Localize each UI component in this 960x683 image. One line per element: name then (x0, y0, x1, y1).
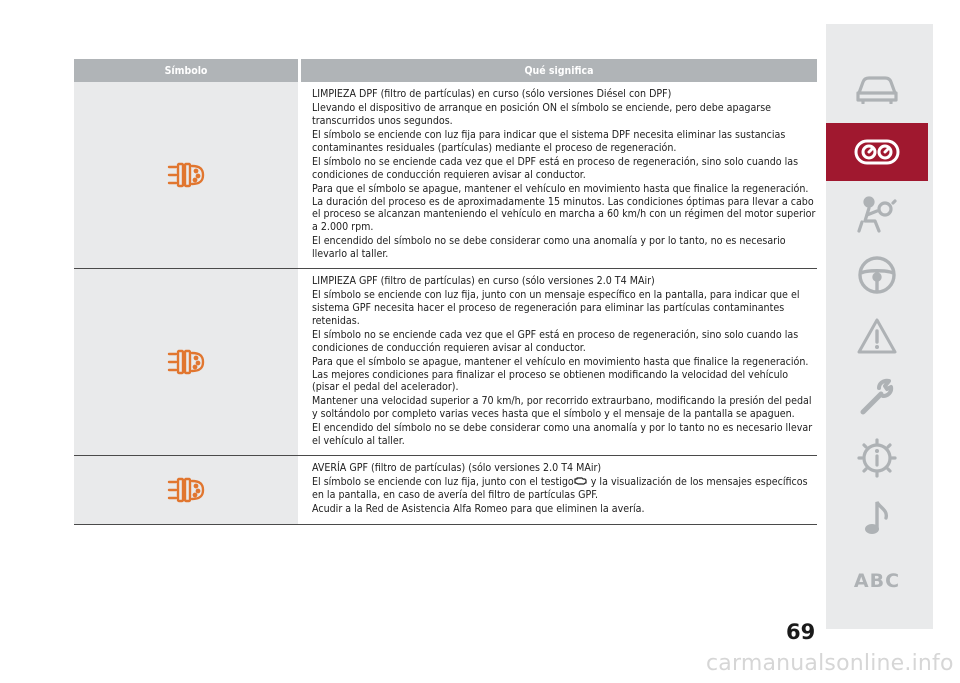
row-title: LIMPIEZA DPF (filtro de partículas) en curso (sólo versiones Diésel con DPF) (312, 88, 672, 100)
watermark: carmanualsonline.info (706, 651, 954, 676)
engine-check-icon (574, 476, 588, 486)
nav-item-multimedia[interactable] (826, 489, 928, 547)
paragraph: Para que el símbolo se apague, mantener el vehículo en movimiento hasta que finalice la regeneración. La duración del proceso es de aproximadamente 15 minutos. Las condiciones óptimas para llevar a cabo el proceso se alcanzan manteniendo el vehículo en marcha a 60 km/h con un régimen del motor superior a 2.000 rpm. (312, 182, 816, 234)
paragraph: Acudir a la Red de Asistencia Alfa Romeo para que eliminen la avería. (312, 503, 645, 516)
nav-item-starting-driving[interactable] (826, 246, 928, 304)
abc-index-label: ABC (853, 570, 901, 592)
row-title: AVERÍA GPF (filtro de partículas) (sólo versiones 2.0 T4 MAir) (312, 462, 602, 475)
symbol-cell (74, 269, 298, 455)
paragraph: El encendido del símbolo no se debe considerar como una anomalía y por lo tanto, no es necesario llevarlo al taller. (312, 235, 786, 260)
chapter-sidebar (826, 24, 933, 629)
paragraph-text: y la visualización de los mensajes específicos en la pantalla, en caso de avería del filtro de partículas GPF. (312, 476, 808, 502)
paragraph: El encendido del símbolo no se debe considerar como una anomalía y por lo tanto no es necesario llevar el vehículo al taller. (312, 422, 813, 448)
wrench-icon (857, 378, 897, 418)
header-symbol: Símbolo (164, 64, 208, 77)
nav-item-safety[interactable] (826, 186, 928, 244)
car-icon (855, 74, 899, 104)
paragraph-text: El símbolo se enciende con luz fija, junto con el testigo (312, 476, 574, 489)
paragraph: Para que el símbolo se apague, mantener el vehículo en movimiento hasta que finalice la regeneración. Las mejores condiciones para finalizar el proceso se obtienen modificando la velocidad del vehículo (pisar el pedal del acelerador). (312, 355, 809, 394)
airbag-safety-icon (855, 195, 899, 235)
meaning-cell (298, 269, 817, 455)
nav-item-index[interactable] (826, 552, 928, 610)
paragraph: El símbolo se enciende con luz fija, junto con un mensaje específico en la pantalla, para indicar que el sistema GPF necesita hacer el proceso de regeneración para eliminar las partículas contaminantes retenidas. (312, 289, 800, 327)
warning-lights-table (74, 59, 817, 525)
steering-wheel-icon (857, 255, 897, 295)
header-meaning: Qué significa (298, 59, 817, 82)
paragraph: Mantener una velocidad superior a 70 km/h, por recorrido extraurbano, modificando la presión del pedal y soltándolo por completo varias veces hasta que el símbolo y el mensaje de la pantalla se apaguen. (312, 395, 812, 421)
page-number: 69 (786, 620, 816, 644)
table-row (74, 269, 817, 456)
dpf-filter-icon (167, 162, 205, 188)
nav-item-emergency[interactable] (826, 307, 928, 365)
nav-item-vehicle[interactable] (826, 60, 928, 118)
paragraph: El símbolo se enciende con luz fija para indicar que el sistema DPF necesita eliminar las sustancias contaminantes residuales (partículas) mediante el proceso de regeneración. (312, 129, 786, 154)
gpf-failure-icon (167, 477, 205, 503)
paragraph: El símbolo no se enciende cada vez que el DPF está en proceso de regeneración, sino solo cuando las condiciones de conducción requieren avisar al conductor. (312, 156, 799, 181)
nav-item-maintenance[interactable] (826, 369, 928, 427)
nav-item-instruments[interactable] (826, 123, 928, 181)
symbol-cell (74, 82, 298, 268)
music-note-icon (862, 498, 892, 538)
warning-triangle-icon (856, 317, 898, 355)
table-header (74, 59, 817, 82)
meaning-cell (298, 82, 817, 268)
table-row (74, 82, 817, 269)
gpf-filter-icon (167, 349, 205, 375)
nav-item-technical-data[interactable] (826, 429, 928, 487)
paragraph (312, 476, 817, 501)
paragraph: El símbolo no se enciende cada vez que el GPF está en proceso de regeneración, sino solo cuando las condiciones de conducción requieren avisar al conductor. (312, 328, 799, 354)
symbol-cell (74, 456, 298, 523)
row-title: LIMPIEZA GPF (filtro de partículas) en curso (sólo versiones 2.0 T4 MAir) (312, 275, 655, 288)
meaning-cell (298, 456, 817, 523)
paragraph: Llevando el dispositivo de arranque en posición ON el símbolo se enciende, pero debe apagarse transcurridos unos segundos. (312, 102, 772, 127)
technical-data-gear-icon (856, 437, 898, 479)
instrument-panel-icon (854, 138, 900, 166)
table-row (74, 456, 817, 524)
